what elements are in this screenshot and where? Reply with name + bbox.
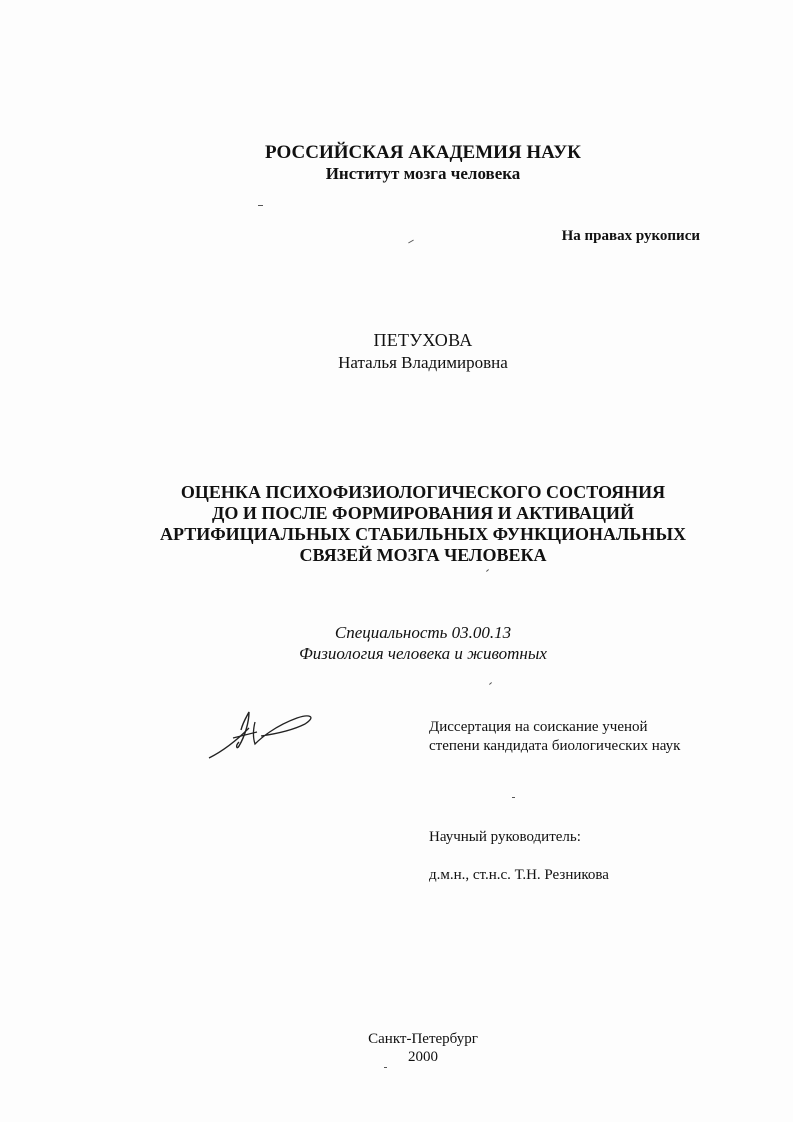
rights-note: На правах рукописи xyxy=(561,228,700,244)
title-line: АРТИФИЦИАЛЬНЫХ СТАБИЛЬНЫХ ФУНКЦИОНАЛЬНЫХ xyxy=(159,524,686,544)
title-line: ОЦЕНКА ПСИХОФИЗИОЛОГИЧЕСКОГО СОСТОЯНИЯ xyxy=(180,482,666,502)
scan-speck xyxy=(408,240,414,244)
place-and-year xyxy=(0,1030,793,1066)
scan-speck xyxy=(258,205,263,206)
author-surname: ПЕТУХОВА xyxy=(373,330,473,350)
dissertation-line: Диссертация на соискание ученой xyxy=(429,719,648,735)
advisor-name: д.м.н., ст.н.с. Т.Н. Резникова xyxy=(429,867,609,883)
advisor-label: Научный руководитель: xyxy=(429,829,581,845)
scan-speck xyxy=(489,682,492,685)
specialty-name: Физиология человека и животных xyxy=(299,644,547,663)
author-given-names: Наталья Владимировна xyxy=(338,353,508,372)
city: Санкт-Петербург xyxy=(368,1031,478,1047)
scan-speck xyxy=(512,797,515,798)
scan-speck xyxy=(384,1067,387,1068)
title-line: ДО И ПОСЛЕ ФОРМИРОВАНИЯ И АКТИВАЦИЙ xyxy=(211,503,635,523)
dissertation-statement xyxy=(429,718,680,756)
scan-speck xyxy=(486,569,489,572)
institute-name: Институт мозга человека xyxy=(325,164,521,183)
handwritten-signature-icon xyxy=(205,708,317,764)
year: 2000 xyxy=(408,1049,438,1065)
specialty-block xyxy=(0,622,793,664)
dissertation-line: степени кандидата биологических наук xyxy=(429,738,681,754)
title-line: СВЯЗЕЙ МОЗГА ЧЕЛОВЕКА xyxy=(299,545,547,565)
specialty-code: Специальность 03.00.13 xyxy=(334,623,512,642)
dissertation-title xyxy=(0,482,793,566)
organization-name: РОССИЙСКАЯ АКАДЕМИЯ НАУК xyxy=(265,142,581,163)
